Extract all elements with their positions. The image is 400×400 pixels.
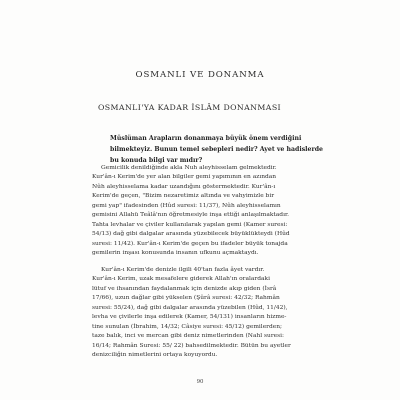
paragraph-line: Nûh aleyhisselama kadar uzandığını göstermektedir. Kur'ân-ı <box>92 183 276 190</box>
paragraph-line: Kerim'de geçen, "Bizim nezaretimiz altında ve vahyimizle bir <box>92 193 275 200</box>
paragraph-line: levha ve çivilerle inşa edilerek (Kamer, 54/131) insanların hizme- <box>92 314 287 321</box>
paragraph-line: gemisini Allahü Teâlâ'nın öğretmesiyle inşa ettiği anlaşılmaktadır. <box>92 212 289 219</box>
paragraph-line: tine sunulan (İbrahim, 14/32; Câsiye suresi: 45/12) gemilerden; <box>92 323 283 330</box>
question-line: bu konuda bilgi var mıdır? <box>110 157 203 164</box>
question-line: Müslüman Arapların donanmaya büyük önem verdiğini <box>110 135 302 142</box>
paragraph-line: suresi: 11/42). Kur'ân-ı Kerim'de geçen bu ifadeler büyük tonajda <box>92 240 288 247</box>
body-paragraph-2 <box>92 266 318 361</box>
paragraph-line: 16/14; Rahmân Suresi: 55/ 22) bahsedilmektedir. Bütün bu ayetler <box>92 342 291 349</box>
paragraph-line: Gemicilik denildiğinde akla Nuh aleyhisselam gelmektedir. <box>101 165 277 171</box>
paragraph-line: Tahta levhalar ve çiviler kullanılarak yapılan gemi (Kamer suresi: <box>92 221 288 228</box>
question-block <box>110 133 332 166</box>
paragraph-line: suresi: 55/24), dağ gibi dalgalar arasında yüzebilen (Hûd, 11/42), <box>92 304 288 311</box>
body-paragraph-1 <box>92 164 318 259</box>
paragraph-line: Kur'ân-ı Kerim, uzak mesafelere giderek Allah'ın oralardaki <box>92 276 270 283</box>
paragraph-line: 54/13) dağ gibi dalgalar arasında yüzebilecek büyüklükteydi (Hûd <box>92 231 290 238</box>
paragraph-line: denizciliğin nimetlerini ortaya koyuyordu. <box>92 352 218 359</box>
paragraph-line: gemi yap" ifadesinden (Hûd suresi: 11/37), Nûh aleyhisselamın <box>92 202 281 209</box>
chapter-title: OSMANLI VE DONANMA <box>135 70 265 80</box>
paragraph-line: 17/66), uzun dağlar gibi yükselen (Şûrâ suresi: 42/32; Rahmân <box>92 295 280 302</box>
section-heading: OSMANLI'YA KADAR İSLÂM DONANMASI <box>98 103 282 112</box>
paragraph-line: taze balık, inci ve mercan gibi deniz nimetlerinden (Nahl suresi: <box>92 333 285 340</box>
paragraph-line: Kur'ân-ı Kerim'de yer alan bilgiler gemi yapımının en azından <box>92 174 277 181</box>
paragraph-line: lütuf ve ihsanından faydalanmak için denizde akıp giden (İsrâ <box>92 285 277 292</box>
paragraph-line: Kur'ân-ı Kerim'de denizle ilgili 40'tan fazla âyet vardır. <box>101 267 265 273</box>
page-number: 90 <box>196 379 204 385</box>
paragraph-line: gemilerin inşası konusunda insanın ufkunu açmaktaydı. <box>92 250 259 257</box>
question-line: bilmekteyiz. Bunun temel sebepleri nedir? Ayet ve hadislerde <box>110 146 323 153</box>
